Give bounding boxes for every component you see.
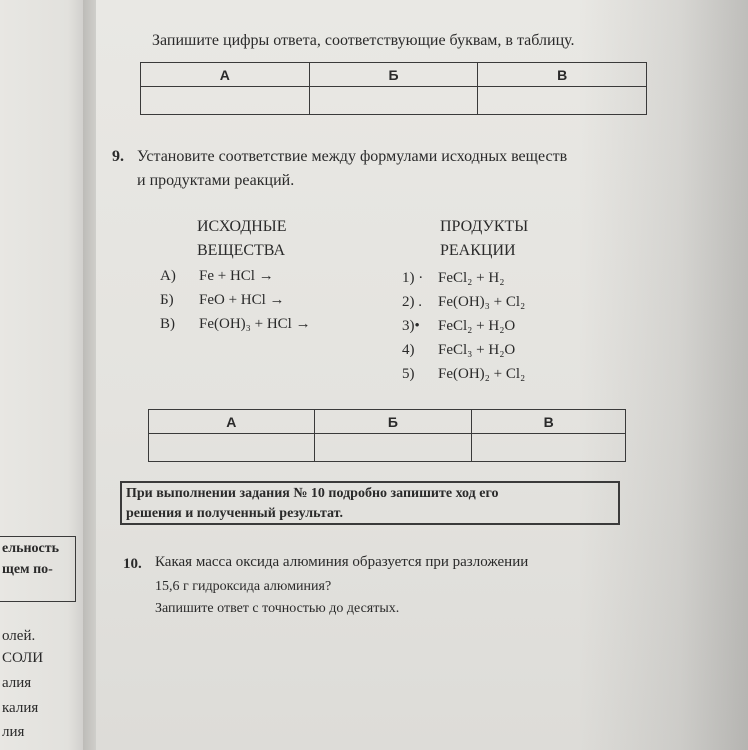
left-page-line2: СОЛИ xyxy=(2,650,44,666)
reactant-letter: А) xyxy=(160,268,176,284)
task8-header-b: Б xyxy=(309,63,478,87)
reactant-letter: Б) xyxy=(160,292,174,308)
left-page-line3: алия xyxy=(2,675,32,691)
reactants-header-line2: ВЕЩЕСТВА xyxy=(197,242,286,259)
task8-header-v: В xyxy=(478,63,647,87)
task8-answer-v[interactable] xyxy=(478,87,647,115)
left-page-line5: лия xyxy=(2,724,25,740)
reactant-formulas xyxy=(199,264,311,336)
reactant-letters xyxy=(160,264,176,336)
task8-instruction: Запишите цифры ответа, соответствующие буквам, в таблицу. xyxy=(152,32,575,49)
task9-answer-table xyxy=(148,409,626,462)
task9-answer-a[interactable] xyxy=(149,434,315,462)
reactant-formula: Fe + HCl → xyxy=(199,268,274,284)
product-formula: Fe(OH)₃ + Cl₂ xyxy=(438,294,526,310)
task10-number: 10. xyxy=(123,556,142,572)
task9-header-v: В xyxy=(472,410,626,434)
hint-line1: При выполнении задания № 10 подробно запишите ход его xyxy=(126,486,499,501)
product-formulas xyxy=(438,266,525,386)
products-header-line1: ПРОДУКТЫ xyxy=(440,218,529,235)
product-number: 4) xyxy=(402,342,415,358)
task9-header-b: Б xyxy=(314,410,472,434)
task9-text-line2: и продуктами реакций. xyxy=(137,172,295,189)
task9-text-line1: Установите соответствие между формулами исходных веществ xyxy=(137,148,568,165)
task9-number: 9. xyxy=(112,148,124,165)
reactant-formula: FeO + HCl → xyxy=(199,292,285,308)
reactants-header-line1: ИСХОДНЫЕ xyxy=(197,218,287,235)
task8-answer-table xyxy=(140,62,647,115)
product-numbers xyxy=(402,266,423,386)
task10-hint-box xyxy=(120,481,620,525)
left-page-line4: калия xyxy=(2,700,39,716)
left-box-line1: ельность xyxy=(2,541,60,556)
left-box-line2: щем по- xyxy=(2,562,53,577)
product-number: 2) . xyxy=(402,294,422,310)
product-formula: FeCl₂ + H₂ xyxy=(438,270,505,286)
left-page-line1: олей. xyxy=(2,628,36,644)
product-number: 3)• xyxy=(402,318,420,334)
task8-answer-b[interactable] xyxy=(309,87,478,115)
task10-line1: Какая масса оксида алюминия образуется при разложении xyxy=(155,554,529,570)
products-header-line2: РЕАКЦИИ xyxy=(440,242,516,259)
task10-line3: Запишите ответ с точностью до десятых. xyxy=(155,601,400,616)
product-number: 5) xyxy=(402,366,415,382)
task8-answer-a[interactable] xyxy=(141,87,310,115)
task9-header-a: А xyxy=(149,410,315,434)
hint-line2: решения и полученный результат. xyxy=(126,506,343,521)
product-formula: FeCl₃ + H₂O xyxy=(438,342,516,358)
task8-header-a: А xyxy=(141,63,310,87)
product-formula: FeCl₂ + H₂O xyxy=(438,318,516,334)
task9-answer-v[interactable] xyxy=(472,434,626,462)
task9-answer-b[interactable] xyxy=(314,434,472,462)
reactant-letter: В) xyxy=(160,316,175,332)
reactant-formula: Fe(OH)₃ + HCl → xyxy=(199,316,311,332)
product-number: 1) · xyxy=(402,270,424,286)
product-formula: Fe(OH)₂ + Cl₂ xyxy=(438,366,526,382)
task10-line2: 15,6 г гидроксида алюминия? xyxy=(155,579,332,594)
